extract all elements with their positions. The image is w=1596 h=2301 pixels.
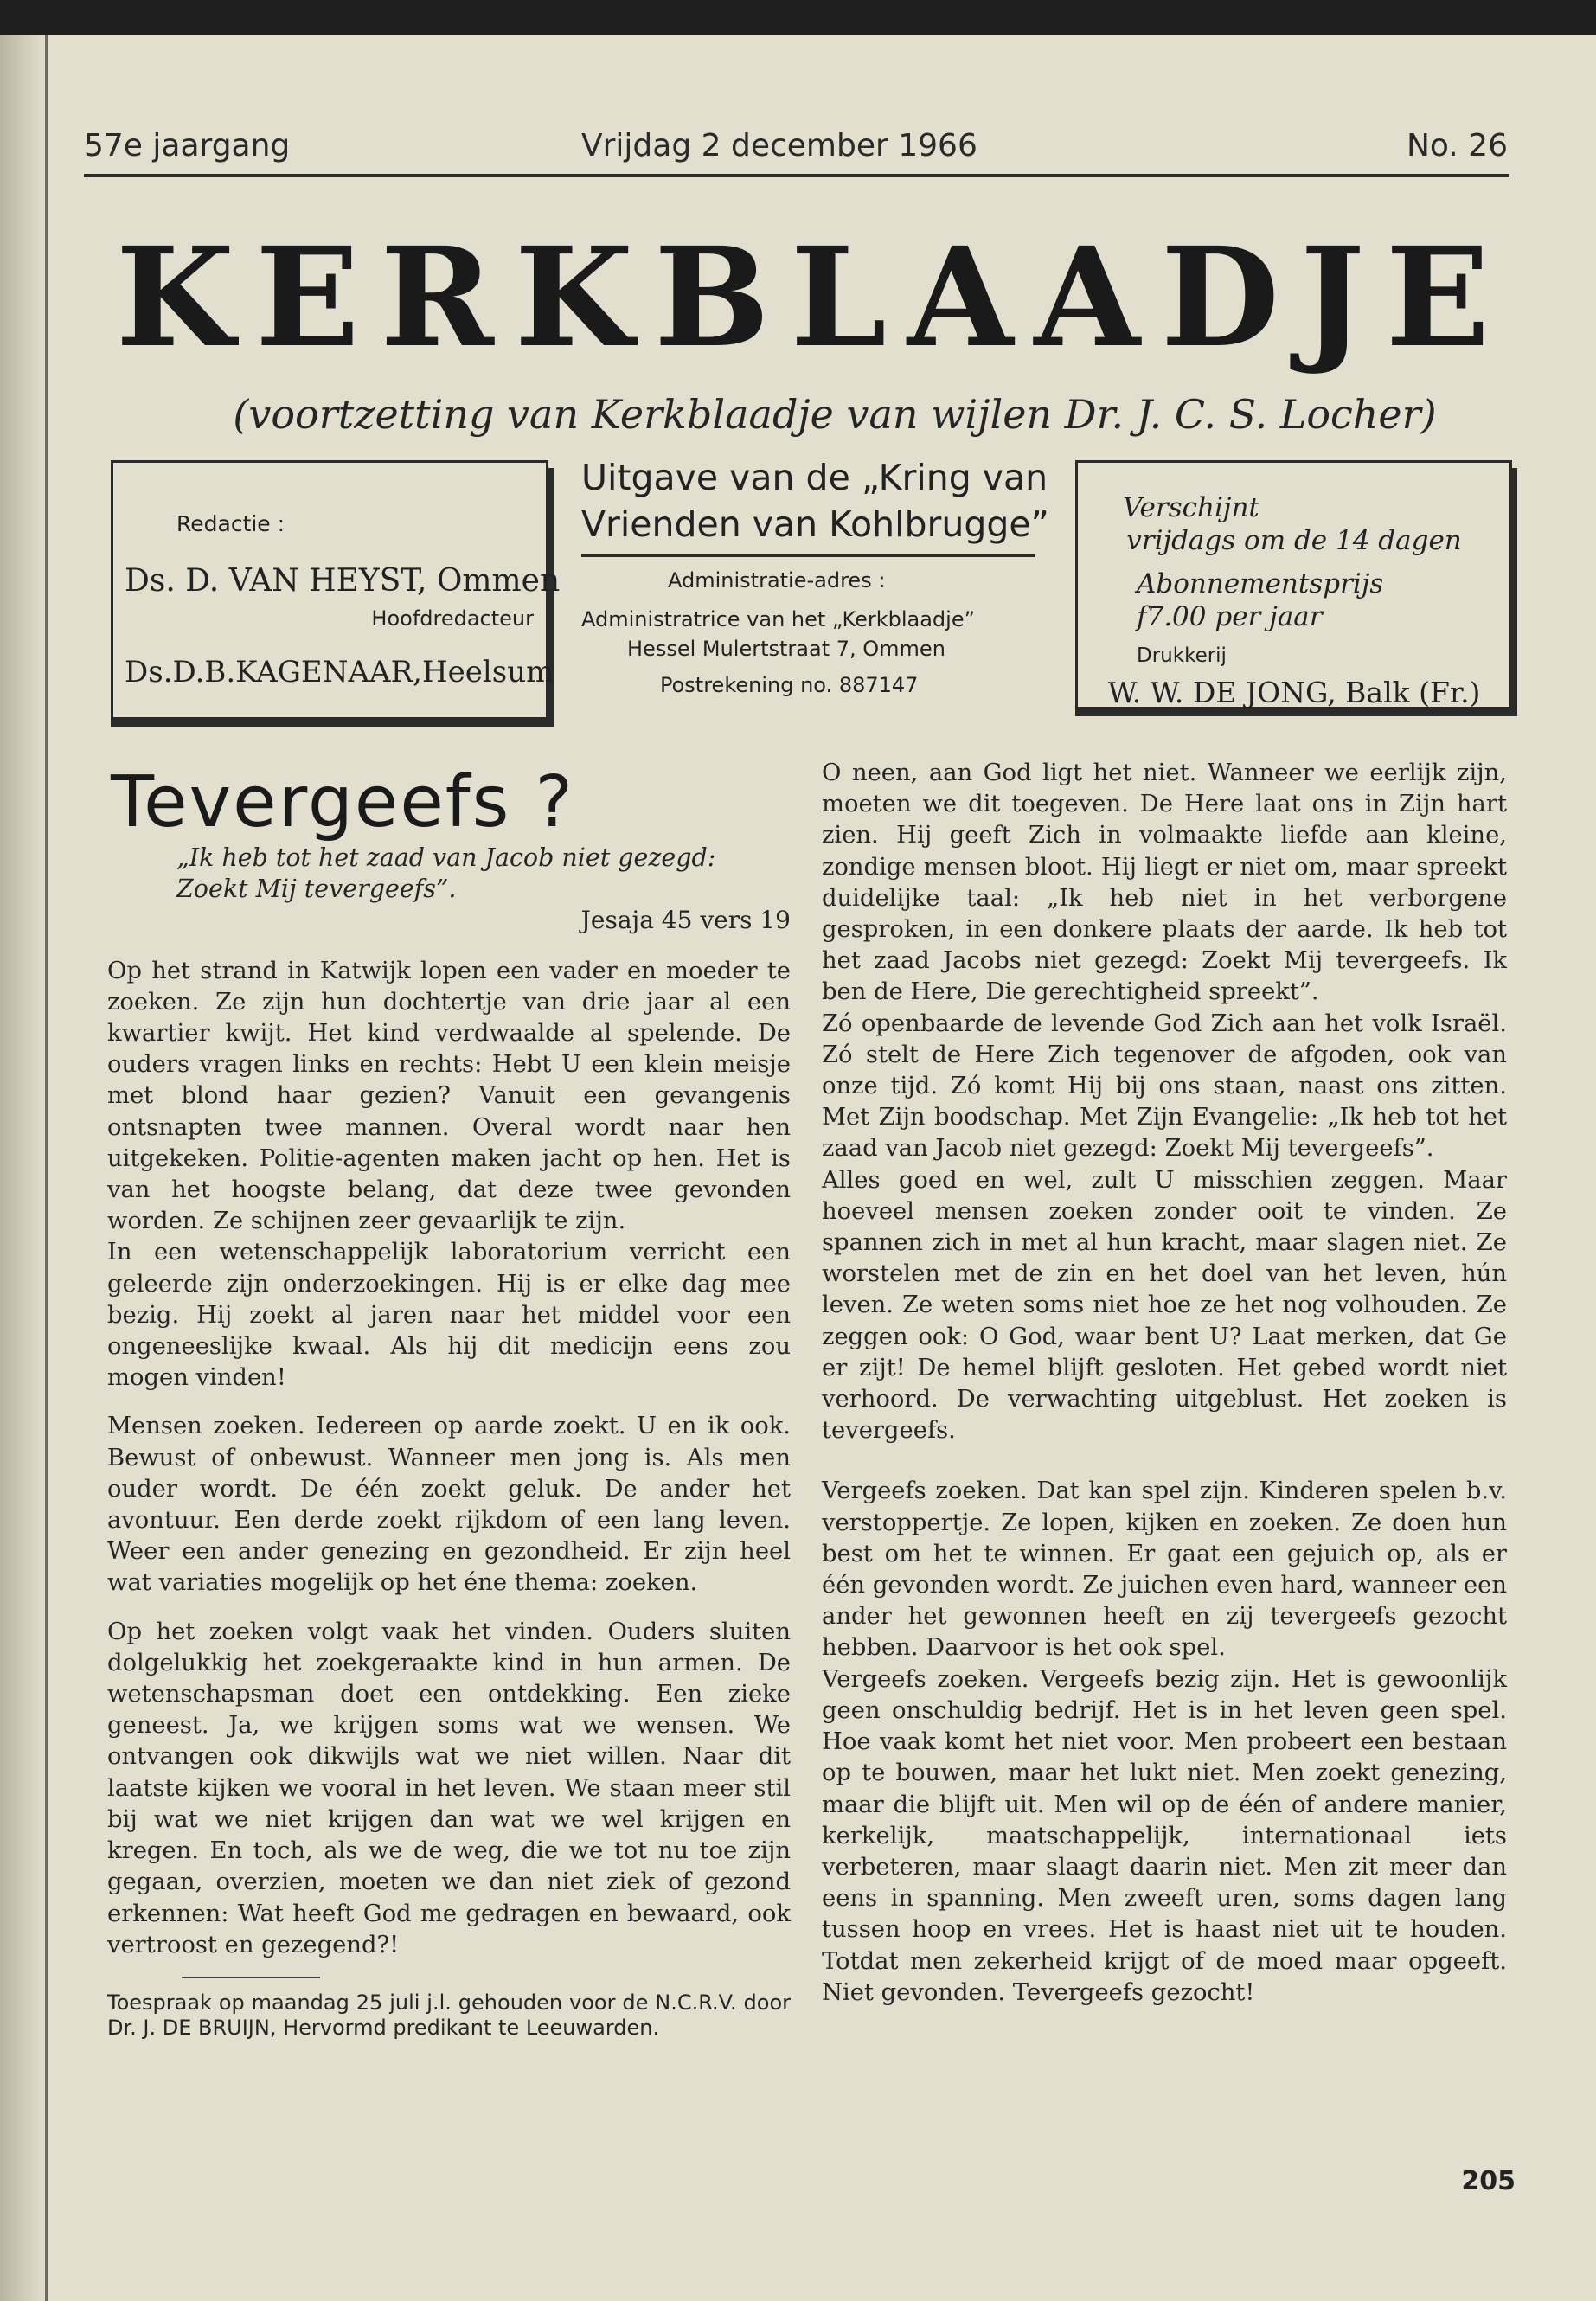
- paragraph: Zó openbaarde de levende God Zich aan het volk Israël. Zó stelt de Here Zich tegenover de afgoden, ook van onze tijd. Zó komt Hij bij ons staan, naast ons zitten. Met Zijn boodschap. Met Zijn Evangelie: „Ik heb tot het zaad van Jacob niet gezegd: Zoekt Mij tevergeefs”.: [822, 1009, 1507, 1163]
- header-bar: [84, 128, 1508, 163]
- publisher-line-2: Vrienden van Kohlbrugge”: [581, 503, 1049, 545]
- page-binding: [0, 35, 48, 2301]
- editor-name-1: Ds. D. VAN HEYST, Ommen: [125, 563, 561, 599]
- paragraph: Op het strand in Katwijk lopen een vader en moeder te zoeken. Ze zijn hun dochtertje van drie jaar al een kwartier kwijt. Het kind verdwaalde al spelende. De ouders vragen links en rechts: Hebt U een klein meisje met blond haar gezien? Vanuit een gevangenis ontsnapten twee mannen. Overal wordt naar hen uitgekeken. Politie-agenten maken jacht op hen. Het is van het hoogste belang, dat deze twee gevonden worden. Ze schijnen zeer gevaarlijk te zijn.: [107, 957, 791, 1235]
- article-right-column: [822, 758, 1507, 2009]
- paragraph: Alles goed en wel, zult U misschien zeggen. Maar hoeveel mensen zoeken zonder ooit te vinden. Ze spannen zich in met al hun kracht, maar slagen niet. Ze worstelen met de zin en het doel van het leven, hún leven. Ze weten soms niet hoe ze het nog volhouden. Ze zeggen ook: O God, waar bent U? Laat merken, dat Ge er zijt! De hemel blijft gesloten. Het gebed wordt niet verhoord. De verwachting uitgeblust. Het zoeken is tevergeefs.: [822, 1166, 1507, 1445]
- binding-edge: [45, 35, 48, 2301]
- paragraph: Vergeefs zoeken. Dat kan spel zijn. Kinderen spelen b.v. verstoppertje. Ze lopen, kijken en zoeken. Ze doen hun best om het te winnen. Er gaat een gejuich op, als er één gevonden wordt. Ze juichen even hard, wanneer een ander het gewonnen heeft en zij tevergeefs gezocht hebben. Daarvoor is het ook spel.: [822, 1477, 1507, 1662]
- paragraph: Op het zoeken volgt vaak het vinden. Ouders sluiten dolgelukkig het zoekgeraakte kind in hun armen. De wetenschapsman doet een ontdekking. Een zieke geneest. Ja, we krijgen soms wat we wensen. We ontvangen ook dikwijls wat we niet willen. Naar dit laatste kijken we vooral in het leven. We staan meer stil bij wat we niet krijgen dan wat we wel krijgen en kregen. En toch, als we de weg, die we tot nu toe zijn gegaan, overzien, moeten we dan niet ziek of gezond erkennen: Wat heeft God me gedragen en bewaard, ook vertroost en gezegend?!: [107, 1618, 791, 1958]
- editor-role-1: Hoofdredacteur: [371, 606, 534, 631]
- editorial-label: Redactie :: [176, 511, 285, 536]
- volume-label: 57e jaargang: [84, 128, 291, 163]
- printer-name: W. W. DE JONG, Balk (Fr.): [1107, 676, 1481, 709]
- appears-label: Verschijnt: [1123, 492, 1259, 523]
- paragraph: Vergeefs zoeken. Vergeefs bezig zijn. Het is gewoonlijk geen onschuldig bedrijf. Het is in het leven geen spel. Hoe vaak komt het niet voor. Men probeert een bestaan op te bouwen, maar het lukt niet. Men zoekt genezing, maar die blijft uit. Men wil op de één of andere manier, kerkelijk, maatschappelijk, internationaal iets verbeteren, maar slaagt daarin niet. Men zit meer dan eens in spanning. Men zweeft uren, soms dagen lang tussen hoop en vrees. Het is haast niet uit te houden. Totdat men zekerheid krijgt of de moed maar opgeeft. Niet gevonden. Tevergeefs gezocht!: [822, 1665, 1507, 2006]
- subscription-price: f7.00 per jaar: [1137, 601, 1323, 632]
- editor-name-2: Ds.D.B.KAGENAAR,Heelsum: [125, 655, 554, 689]
- article-left-column: [107, 843, 791, 2041]
- paragraph: O neen, aan God ligt het niet. Wanneer we eerlijk zijn, moeten we dit toegeven. De Here laat ons in Zijn hart zien. Hij geeft Zich in volmaakte liefde aan kleine, zondige mensen bloot. Hij liegt er niet om, maar spreekt duidelijke taal: „Ik heb niet in het verborgene gesproken, in een donkere plaats der aarde. Ik heb tot het zaad Jacobs niet gezegd: Zoekt Mij tevergeefs. Ik ben de Here, Die gerechtigheid spreekt”.: [822, 760, 1507, 1006]
- issue-date: Vrijdag 2 december 1966: [581, 128, 977, 163]
- admin-line-1: Administratrice van het „Kerkblaadje”: [581, 607, 976, 631]
- newspaper-page: [0, 35, 1596, 2301]
- admin-label: Administratie-adres :: [668, 568, 886, 593]
- subscription-label: Abonnementsprijs: [1137, 568, 1384, 599]
- paragraph: In een wetenschappelijk laboratorium verricht een geleerde zijn onderzoekingen. Hij is er elke dag mee bezig. Hij zoekt al jaren naar het middel voor een ongeneeslijke kwaal. Als hij dit medicijn eens zou mogen vinden!: [107, 1239, 791, 1392]
- frequency: vrijdags om de 14 dagen: [1126, 525, 1462, 556]
- masthead-title: KERKBLAADJE: [115, 218, 1511, 378]
- editorial-box: [111, 460, 561, 720]
- header-rule: [84, 174, 1509, 177]
- footnote-rule: [182, 1977, 320, 1978]
- paragraph: Mensen zoeken. Iedereen op aarde zoekt. U en ik ook. Bewust of onbewust. Wanneer men jong is. Als men ouder wordt. De één zoekt geluk. De ander het avontuur. Een derde zoekt rijkdom of een lang leven. Weer een ander genezing en gezondheid. Er zijn heel wat variaties mogelijk op het éne thema: zoeken.: [107, 1413, 791, 1597]
- printer-label: Drukkerij: [1137, 644, 1227, 667]
- scripture-quote: „Ik heb tot het zaad van Jacob niet gezegd: Zoekt Mij tevergeefs”.: [176, 843, 716, 904]
- subscription-box: [1075, 460, 1512, 709]
- publisher-line-1: Uitgave van de „Kring van: [581, 457, 1048, 498]
- masthead-subtitle: (voortzetting van Kerkblaadje van wijlen Dr. J. C. S. Locher): [233, 391, 1437, 438]
- article-title: Tevergeefs ?: [111, 761, 574, 843]
- issue-number: No. 26: [1406, 128, 1508, 163]
- publisher-rule: [581, 554, 1035, 557]
- admin-line-2: Hessel Mulertstraat 7, Ommen: [627, 637, 945, 661]
- postal-account: Postrekening no. 887147: [660, 673, 919, 697]
- page-number: 205: [1461, 2166, 1516, 2196]
- scripture-reference: Jesaja 45 vers 19: [580, 906, 791, 935]
- footnote: Toespraak op maandag 25 juli j.l. gehouden voor de N.C.R.V. door Dr. J. DE BRUIJN, Hervormd predikant te Leeuwarden.: [107, 1990, 791, 2040]
